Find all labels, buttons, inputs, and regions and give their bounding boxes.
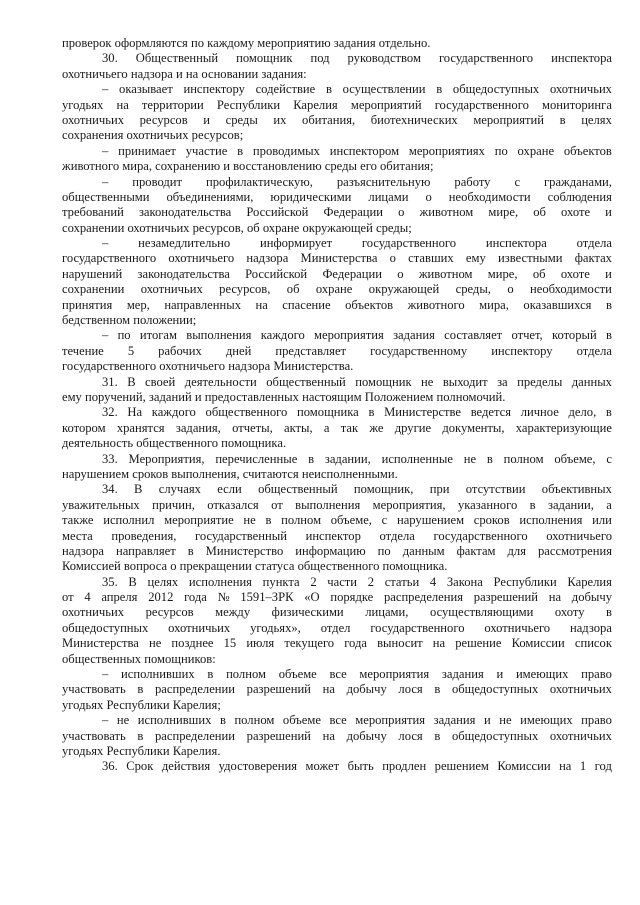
text-line: котором хранятся задания, отчеты, акты, а так же другие документы, характеризующие — [62, 420, 612, 435]
text-line: 34. В случаях если общественный помощник, при отсутствии объективных — [102, 482, 612, 497]
text-line: охотничьего надзора и на основании задания: — [62, 66, 307, 81]
text-line: уважительных причин, отказался от выполнения мероприятия, указанного в задании, а — [62, 497, 612, 512]
text-line: надзора направляет в Министерство информацию по данным фактам для рассмотрения — [62, 543, 612, 558]
text-line: животного мира, сохранению и восстановлению среды его обитания; — [62, 159, 434, 174]
text-line: принятия мер, направленных на спасение объектов животного мира, оказавшихся в — [62, 297, 612, 312]
text-line: 30. Общественный помощник под руководством государственного инспектора — [102, 51, 612, 66]
text-line: государственного охотничьего надзора Министерства о ставших ему известными фактах — [62, 251, 612, 266]
text-line: охотничьих ресурсов и среды их обитания, биотехнических мероприятий в целях — [62, 112, 612, 127]
text-line: 32. На каждого общественного помощника в Министерстве ведется личное дело, в — [102, 405, 612, 420]
text-line: 31. В своей деятельности общественный помощник не выходит за пределы данных — [102, 374, 612, 389]
text-line: – оказывает инспектору содействие в осуществлении в общедоступных охотничьих — [102, 82, 612, 97]
text-line: Министерства не позднее 15 июля текущего года выносит на решение Комиссии список — [62, 636, 612, 651]
text-line: сохранении охотничьих ресурсов, об охране окружающей среды, о необходимости — [62, 282, 612, 297]
text-line: общественных помощников: — [62, 651, 216, 666]
text-line: 35. В целях исполнения пункта 2 части 2 статьи 4 Закона Республики Карелия — [102, 574, 612, 589]
text-line: участвовать в распределении разрешений на добычу лося в общедоступных охотничьих — [62, 682, 612, 697]
text-line: – не исполнивших в полном объеме все мероприятия задания и не имеющих право — [102, 713, 612, 728]
text-line: проверок оформляются по каждому мероприятию задания отдельно. — [62, 36, 431, 50]
text-line: деятельность общественного помощника. — [62, 436, 287, 451]
text-line: от 4 апреля 2012 года № 1591–ЗРК «О порядке распределения разрешений на добычу — [62, 590, 612, 605]
text-line: – незамедлительно информирует государственного инспектора отдела — [102, 236, 612, 251]
text-line: общедоступных охотничьих угодьях», отдел государственного охотничьего надзора — [62, 620, 612, 635]
text-line: – исполнивших в полном объеме все мероприятия задания и имеющих право — [102, 667, 612, 682]
text-line: нарушением сроков выполнения, считаются неисполненными. — [62, 466, 398, 481]
text-line: общественными объединениями, юридическими лицами о необходимости соблюдения — [62, 189, 612, 204]
text-line: – проводит профилактическую, разъяснительную работу с гражданами, — [102, 174, 612, 189]
text-line: 36. Срок действия удостоверения может быть продлен решением Комиссии на 1 год — [102, 759, 612, 774]
text-line: сохранении охотничьих ресурсов, об охране окружающей среды; — [62, 220, 412, 235]
text-line: нарушений законодательства Российской Федерации о животном мире, об охоте и — [62, 266, 612, 281]
document-page — [62, 36, 612, 775]
text-line: течение 5 рабочих дней представляет государственному инспектору отдела — [62, 343, 612, 358]
text-line: бедственном положении; — [62, 313, 197, 328]
text-line: сохранения охотничьих ресурсов; — [62, 128, 244, 143]
text-line: угодьях на территории Республики Карелия мероприятий государственного мониторинга — [62, 97, 612, 112]
text-line: 33. Мероприятия, перечисленные в задании, исполненные не в полном объеме, с — [102, 451, 612, 466]
text-line: угодьях Республики Карелия; — [62, 697, 221, 712]
text-line: – по итогам выполнения каждого мероприятия задания составляет отчет, который в — [102, 328, 612, 343]
text-line: места проведения, государственный инспектор отдела государственного охотничьего — [62, 528, 612, 543]
text-line: угодьях Республики Карелия. — [62, 743, 221, 758]
text-line: Комиссией вопроса о прекращении статуса общественного помощника. — [62, 559, 448, 574]
text-line: также исполнил мероприятие не в полном объеме, с нарушением сроков исполнения или — [62, 513, 612, 528]
text-line: ему поручений, заданий и предоставленных настоящим Положением полномочий. — [62, 389, 506, 404]
text-line: государственного охотничьего надзора Министерства. — [62, 359, 354, 374]
text-line: требований законодательства Российской Федерации о животном мире, об охоте и — [62, 205, 612, 220]
text-line: участвовать в распределении разрешений на добычу лося в общедоступных охотничьих — [62, 728, 612, 743]
text-line: охотничьих ресурсов между физическими лицами, осуществляющими охоту в — [62, 605, 612, 620]
text-line: – принимает участие в проводимых инспектором мероприятиях по охране объектов — [102, 143, 612, 158]
